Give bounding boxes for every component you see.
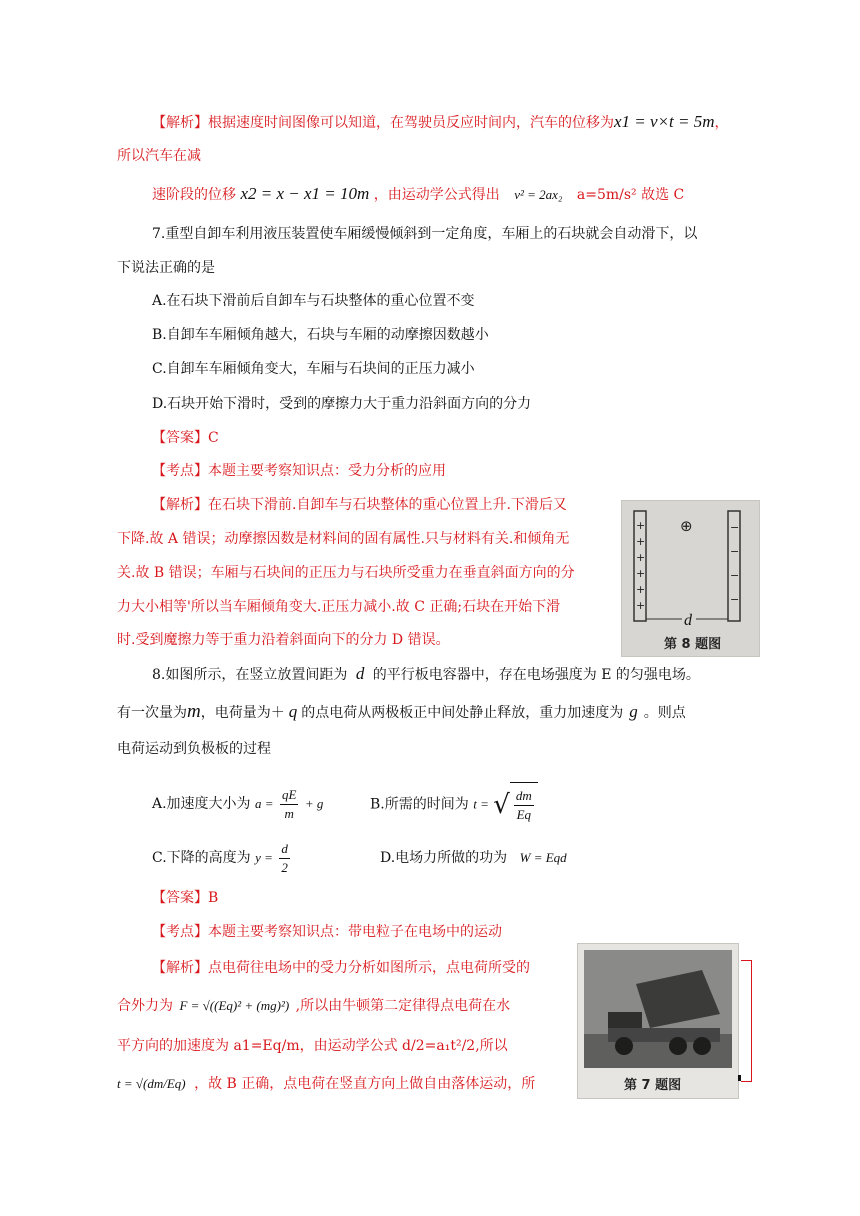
- force-diagram-bracket: [741, 960, 752, 1082]
- fraction-denominator: 2: [281, 859, 288, 875]
- q8-option-b-fraction: [514, 787, 534, 824]
- q6-analysis-line1: [152, 112, 729, 133]
- q6-formula-x1: x1 = v×t = 5m: [614, 112, 715, 131]
- q7-stem-line1: 7.重型自卸车利用液压装置使车厢缓慢倾斜到一定角度，车厢上的石块就会自动滑下，以: [152, 226, 698, 242]
- q8-option-a-tail: + g: [304, 796, 324, 811]
- figure-8-caption: 第 8 题图: [664, 637, 722, 652]
- q7-analysis-line2: 下降.故 A 错误；动摩擦因数是材料间的固有属性.只与材料有关.和倾角无: [117, 531, 570, 547]
- q8-option-d-label: D.电场力所做的功为: [380, 850, 508, 866]
- wheel-icon: [693, 1037, 711, 1055]
- q8-stem-b: 的平行板电容器中，存在电场强度为 E 的匀强电场。: [372, 667, 700, 683]
- q8-option-b-lhs: t =: [473, 796, 489, 812]
- sqrt-icon: √: [493, 790, 510, 820]
- q8-analysis-line3: 平方向的加速度为 a1=Eq/m，由运动学公式 d/2=a₁t²/2,所以: [117, 1038, 508, 1054]
- q6-l3-mid: ，由运动学公式得出: [373, 187, 500, 203]
- q8-formula-force: F = √((Eq)² + (mg)²): [179, 998, 290, 1013]
- q8-analysis2-b: ,所以由牛顿第二定律得点电荷在水: [295, 998, 511, 1014]
- minus-sign: −: [730, 593, 740, 606]
- q8-var-m: m: [187, 701, 201, 722]
- plus-sign: +: [636, 567, 646, 580]
- q8-stem-line2: [117, 702, 686, 723]
- q7-option-b: B.自卸车车厢倾角越大，石块与车厢的动摩擦因数越小: [152, 327, 489, 343]
- q8-option-c-fraction: [279, 840, 290, 877]
- figure-7-caption: 第 7 题图: [624, 1078, 682, 1093]
- q8-option-d: [380, 836, 567, 880]
- plus-sign: +: [636, 535, 646, 548]
- q8-option-a-lhs: a =: [255, 796, 274, 811]
- q7-topic: 【考点】本题主要考察知识点：受力分析的应用: [152, 463, 446, 479]
- q8-stem2-d: 。则点: [643, 705, 686, 721]
- q6-analysis-line2: 所以汽车在减: [117, 148, 201, 164]
- q7-stem-line2: 下说法正确的是: [117, 260, 215, 276]
- q7-option-c: C.自卸车车厢倾角变大，车厢与石块间的正压力减小: [152, 361, 475, 377]
- q8-option-a-fraction: [280, 786, 298, 823]
- q8-stem2-a: 有一次量为: [117, 705, 187, 721]
- point-charge-symbol: ⊕: [680, 517, 693, 535]
- q6-l3-prefix: 速阶段的位移: [152, 187, 236, 203]
- q7-answer: 【答案】C: [152, 430, 219, 446]
- q8-topic: 【考点】本题主要考察知识点：带电粒子在电场中的运动: [152, 924, 502, 940]
- q7-analysis-line4: 力大小相等'所以当车厢倾角变大.正压力减小.故 C 正确;石块在开始下滑: [117, 599, 561, 615]
- d-label: d: [684, 612, 692, 629]
- figure-7: [577, 943, 739, 1099]
- q8-analysis2-a: 合外力为: [117, 998, 173, 1014]
- q7-option-a: A.在石块下滑前后自卸车与石块整体的重心位置不变: [152, 293, 475, 309]
- minus-sign: −: [730, 521, 740, 534]
- q8-stem-a: 8.如图所示，在竖立放置间距为: [152, 667, 348, 683]
- q8-option-b-sqrt: [493, 782, 537, 827]
- figure-8: [621, 500, 760, 657]
- q7-analysis-line3: 关.故 B 错误；车厢与石块间的正压力与石块所受重力在垂直斜面方向的分: [117, 565, 575, 581]
- minus-sign: −: [730, 569, 740, 582]
- plus-sign: +: [636, 551, 646, 564]
- q7-analysis-line1: 【解析】在石块下滑前.自卸车与石块整体的重心位置上升.下滑后又: [152, 497, 567, 513]
- fraction-numerator: dm: [514, 787, 534, 806]
- q8-var-q: q: [288, 702, 298, 721]
- plus-sign: +: [636, 519, 646, 532]
- q6-analysis-text: 【解析】根据速度时间图像可以知道，在驾驶员反应时间内，汽车的位移为: [152, 115, 614, 131]
- q8-option-a-label: A.加速度大小为: [152, 796, 251, 812]
- q8-option-d-formula: W = Eqd: [519, 850, 567, 865]
- q8-option-c-label: C.下降的高度为: [152, 850, 251, 866]
- q6-formula-v2: v² = 2ax₂: [514, 187, 563, 202]
- q6-l3-suffix: a=5m/s² 故选 C: [576, 187, 685, 203]
- minus-sign: −: [730, 545, 740, 558]
- bracket-tick: [738, 1075, 741, 1081]
- q8-option-a: [152, 782, 323, 826]
- fraction-denominator: Eq: [516, 806, 532, 822]
- q8-option-b: [370, 782, 538, 827]
- q8-var-d: d: [355, 664, 365, 683]
- q8-answer: 【答案】B: [152, 890, 219, 906]
- q8-stem-line1: [152, 664, 700, 685]
- q7-analysis-line5: 时.受到魔擦力等于重力沿着斜面向下的分力 D 错误。: [117, 632, 450, 648]
- q6-analysis-line3: [152, 184, 684, 205]
- q8-analysis-line1: 【解析】点电荷往电场中的受力分析如图所示，点电荷所受的: [152, 960, 530, 976]
- q8-formula-time: t = √(dm/Eq): [117, 1076, 186, 1091]
- q8-option-c-lhs: y =: [255, 850, 273, 865]
- q8-analysis4-b: ，故 B 正确，点电荷在竖直方向上做自由落体运动，所: [194, 1076, 536, 1092]
- wheel-icon: [615, 1037, 633, 1055]
- q8-var-g: g: [629, 702, 638, 721]
- q8-stem2-c: 的点电荷从两极板正中间处静止释放，重力加速度为: [301, 705, 624, 721]
- q7-option-d: D.石块开始下滑时，受到的摩擦力大于重力沿斜面方向的分力: [152, 396, 532, 412]
- plus-sign: +: [636, 599, 646, 612]
- q8-analysis-line2: [117, 996, 510, 1016]
- q6-formula-x2: x2 = x − x1 = 10m: [240, 184, 370, 203]
- q6-comma: ，: [714, 115, 729, 131]
- q8-stem-line3: 电荷运动到负极板的过程: [117, 741, 271, 757]
- fraction-denominator: m: [284, 805, 294, 821]
- q8-option-b-label: B.所需的时间为: [370, 796, 469, 813]
- q8-option-c: [152, 836, 292, 880]
- plus-sign: +: [636, 583, 646, 596]
- fraction-numerator: d: [279, 840, 290, 859]
- q8-stem2-b: ，电荷量为＋: [200, 705, 285, 721]
- q8-analysis-line4: [117, 1074, 535, 1094]
- fraction-numerator: qE: [280, 786, 298, 805]
- wheel-icon: [669, 1037, 687, 1055]
